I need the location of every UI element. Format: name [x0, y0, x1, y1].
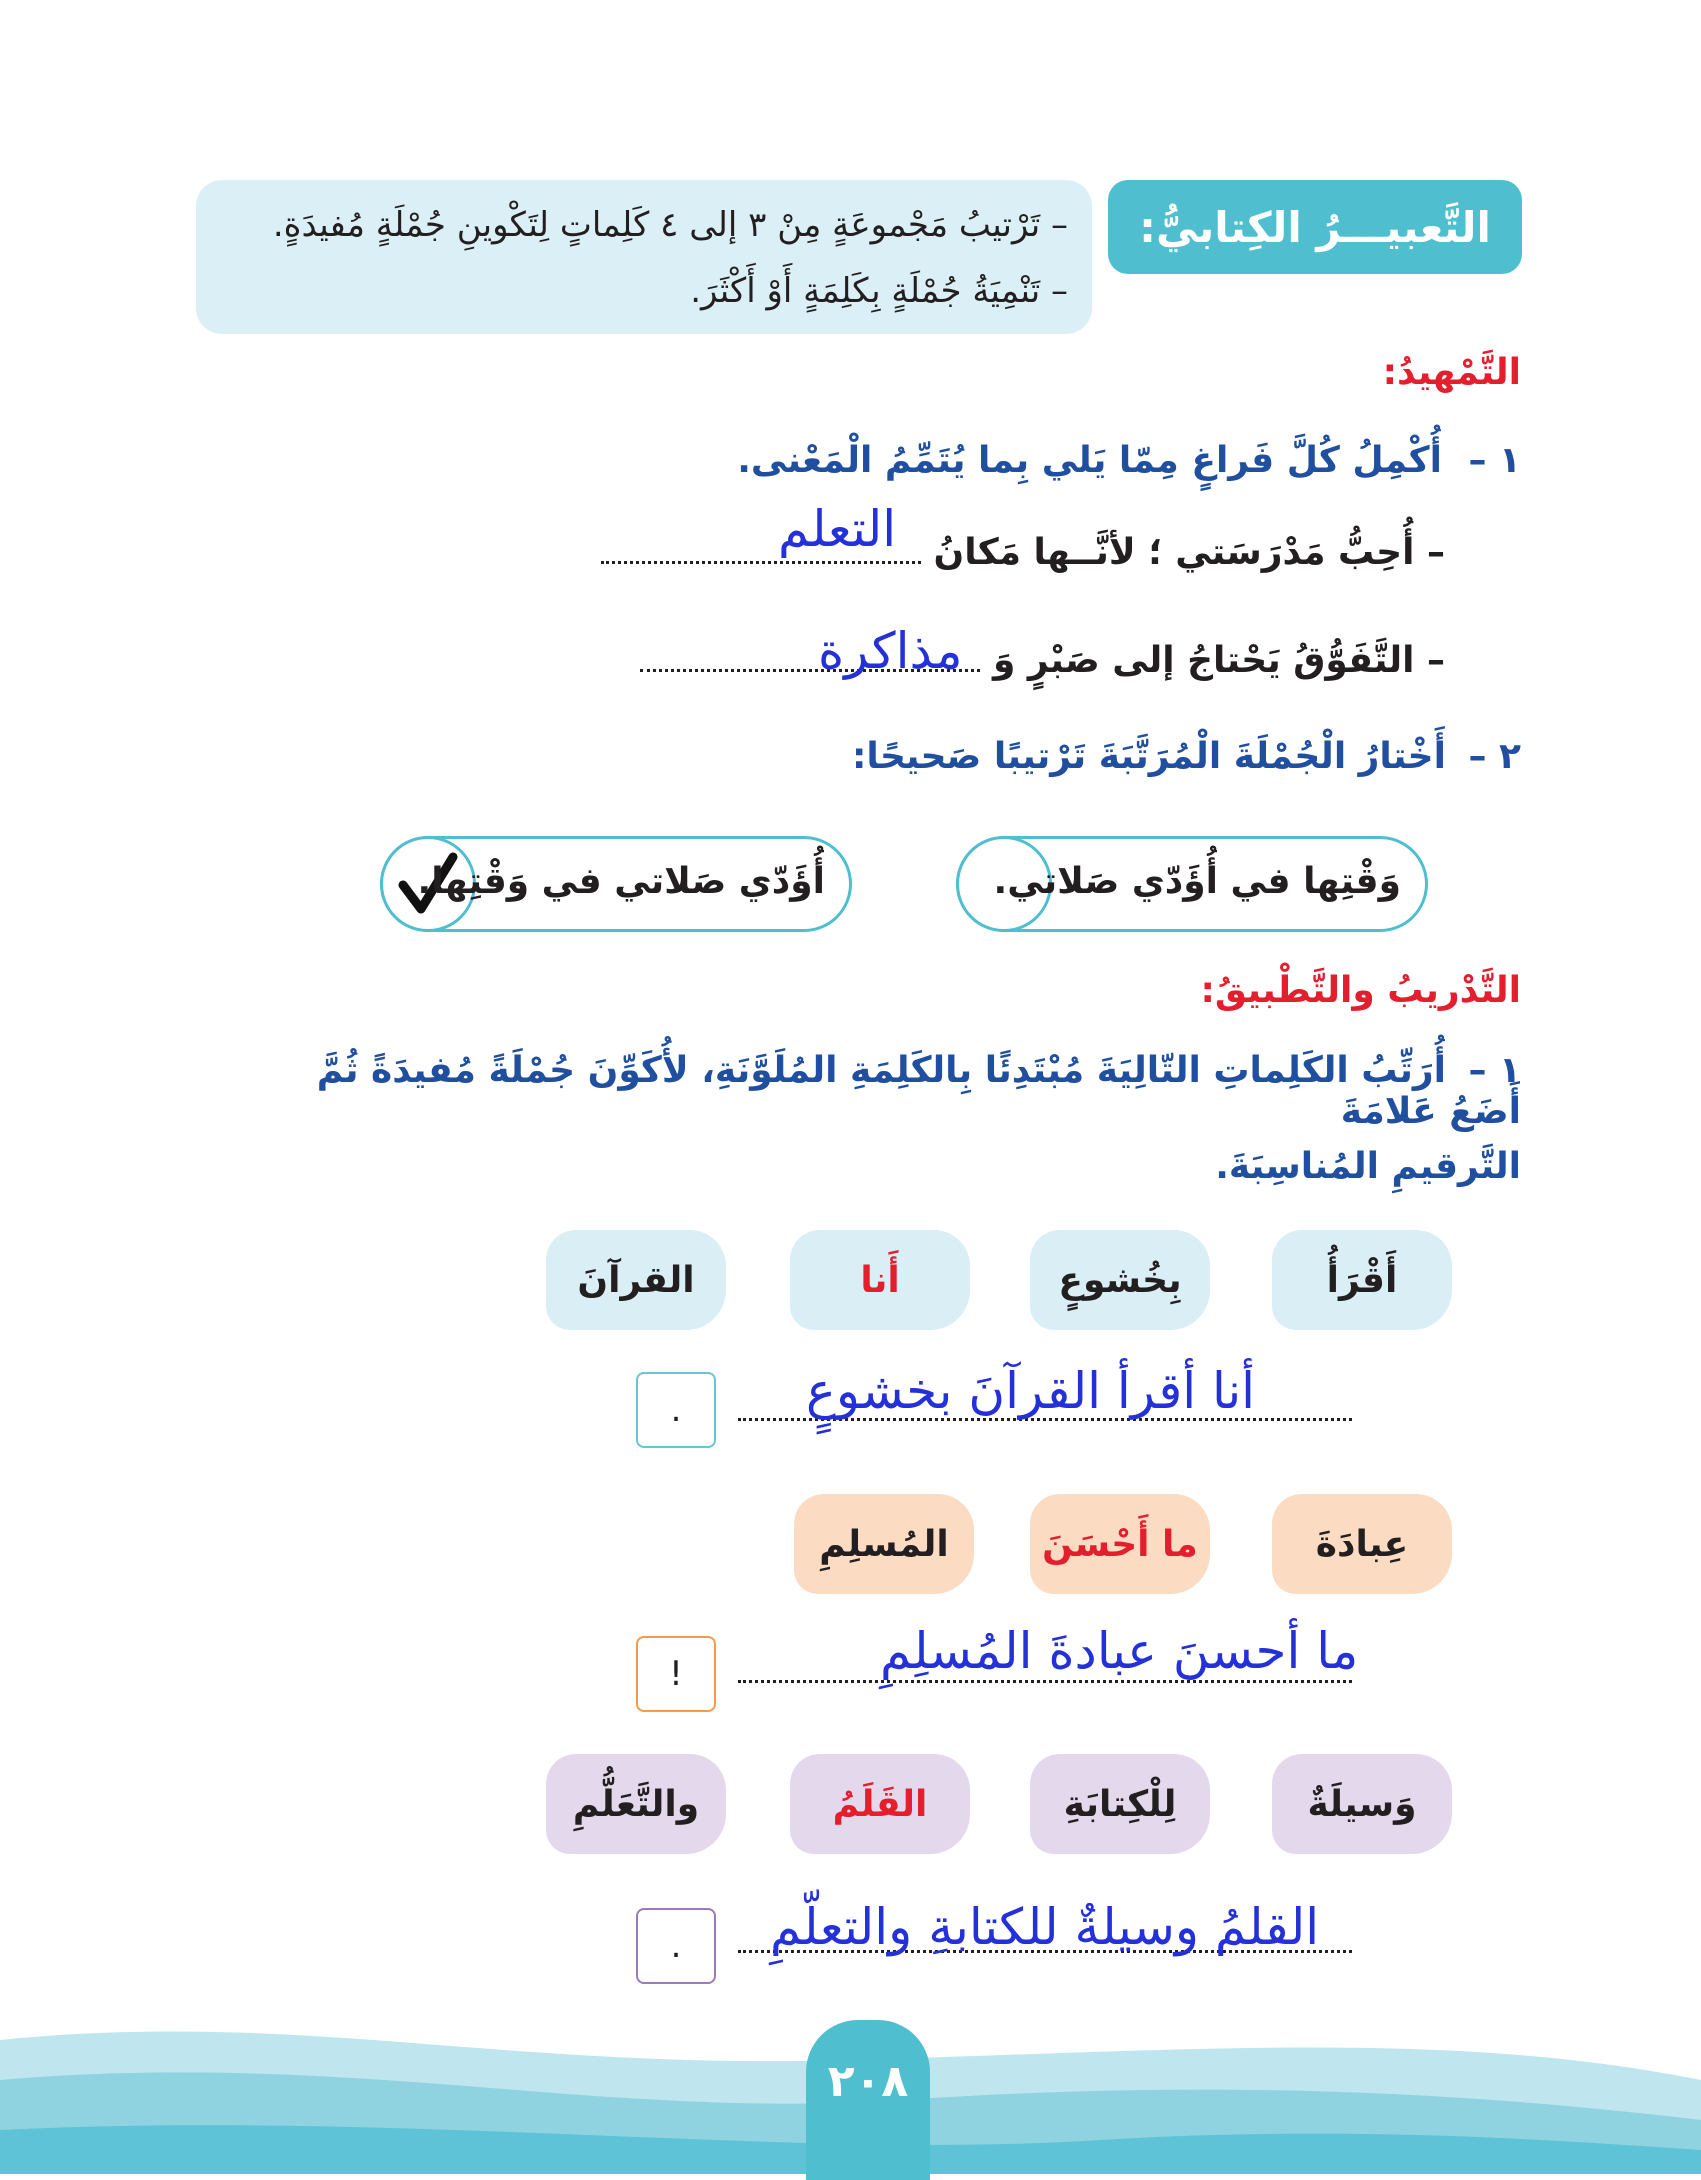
- choice-option-2[interactable]: [380, 836, 852, 932]
- q1-number: ١ –: [1468, 440, 1521, 481]
- word-card[interactable]: المُسلِمِ: [794, 1494, 974, 1594]
- intro-heading: التَّمْهيدُ:: [1382, 352, 1521, 393]
- fill-line-2: [640, 640, 1445, 681]
- handwritten-answer-2[interactable]: مذاكرة: [818, 622, 963, 680]
- choice-text-2: أُؤَدّي صَلاتي في وَقْتِها.: [417, 861, 825, 902]
- objective-2: – تَنْمِيَةُ جُمْلَةٍ بِكَلِمَةٍ أَوْ أَكْثَرَ.: [690, 271, 1068, 311]
- handwritten-sentence-1[interactable]: أنا أقرأ القرآنَ بخشوعٍ: [806, 1362, 1256, 1420]
- punctuation-box-1[interactable]: [636, 1372, 716, 1448]
- intro-q1: [737, 440, 1521, 481]
- word-card[interactable]: وَسيلَةٌ: [1272, 1754, 1452, 1854]
- handwritten-answer-1[interactable]: التعلم: [778, 500, 897, 558]
- pq1-line2: التَّرقيمِ المُناسِبَةَ.: [1215, 1146, 1521, 1187]
- practice-heading: التَّدْريبُ والتَّطْبيقُ:: [1200, 970, 1521, 1011]
- objective-1: – تَرْتيبُ مَجْموعَةٍ مِنْ ٣ إلى ٤ كَلِماتٍ لِتَكْوينِ جُمْلَةٍ مُفيدَةٍ.: [272, 205, 1068, 245]
- fill-prefix-1: – أُحِبُّ مَدْرَسَتي ؛ لأنَّــها مَكانُ: [933, 532, 1445, 573]
- fill-prefix-2: – التَّفَوُّقُ يَحْتاجُ إلى صَبْرٍ وَ: [992, 640, 1445, 681]
- fill-line-1: [601, 532, 1445, 573]
- intro-q2: [852, 736, 1521, 777]
- word-card[interactable]: بِخُشوعٍ: [1030, 1230, 1210, 1330]
- objectives-box: [196, 180, 1092, 334]
- q2-number: ٢ –: [1468, 736, 1521, 777]
- section-title: التَّعبيـــرُ الكِتابيُّ:: [1108, 180, 1522, 274]
- handwritten-sentence-3[interactable]: القلمُ وسيلةٌ للكتابةِ والتعلّمِ: [770, 1898, 1320, 1956]
- punctuation-mark-2: !: [669, 1654, 683, 1694]
- word-card[interactable]: والتَّعَلُّمِ: [546, 1754, 726, 1854]
- page-number-tab: [806, 2020, 930, 2180]
- word-card-highlighted[interactable]: القَلَمُ: [790, 1754, 970, 1854]
- choice-option-1[interactable]: [956, 836, 1428, 932]
- pq1-number: ١ –: [1468, 1050, 1521, 1091]
- word-card[interactable]: لِلْكِتابَةِ: [1030, 1754, 1210, 1854]
- page-number: ٢٠٨: [827, 2056, 909, 2107]
- word-card[interactable]: أَقْرَأُ: [1272, 1230, 1452, 1330]
- punctuation-mark-1: .: [670, 1390, 682, 1430]
- punctuation-mark-3: .: [670, 1926, 682, 1966]
- word-card[interactable]: عِبادَةَ: [1272, 1494, 1452, 1594]
- word-card-highlighted[interactable]: أَنا: [790, 1230, 970, 1330]
- word-card-highlighted[interactable]: ما أَحْسَنَ: [1030, 1494, 1210, 1594]
- handwritten-sentence-2[interactable]: ما أحسنَ عبادةَ المُسلِمِ: [880, 1622, 1359, 1680]
- choice-text-1: وَقْتِها في أُؤَدّي صَلاتي.: [993, 861, 1401, 902]
- q1-text: أُكْمِلُ كُلَّ فَراغٍ مِمّا يَلي بِما يُتَمِّمُ الْمَعْنى.: [737, 440, 1442, 481]
- practice-q1: [261, 1050, 1521, 1187]
- q2-text: أَخْتارُ الْجُمْلَةَ الْمُرَتَّبَةَ تَرْتيبًا صَحيحًا:: [852, 736, 1446, 777]
- word-card[interactable]: القرآنَ: [546, 1230, 726, 1330]
- punctuation-box-2[interactable]: [636, 1636, 716, 1712]
- punctuation-box-3[interactable]: [636, 1908, 716, 1984]
- pq1-line1: أُرَتِّبُ الكَلِماتِ التّالِيَةَ مُبْتَدِئًا بِالكَلِمَةِ المُلَوَّنَةِ، لأُكَوِّنَ جُمْلَةً مُفيدَةً ثُمَّ أَضَعُ عَلامَةَ: [316, 1050, 1521, 1132]
